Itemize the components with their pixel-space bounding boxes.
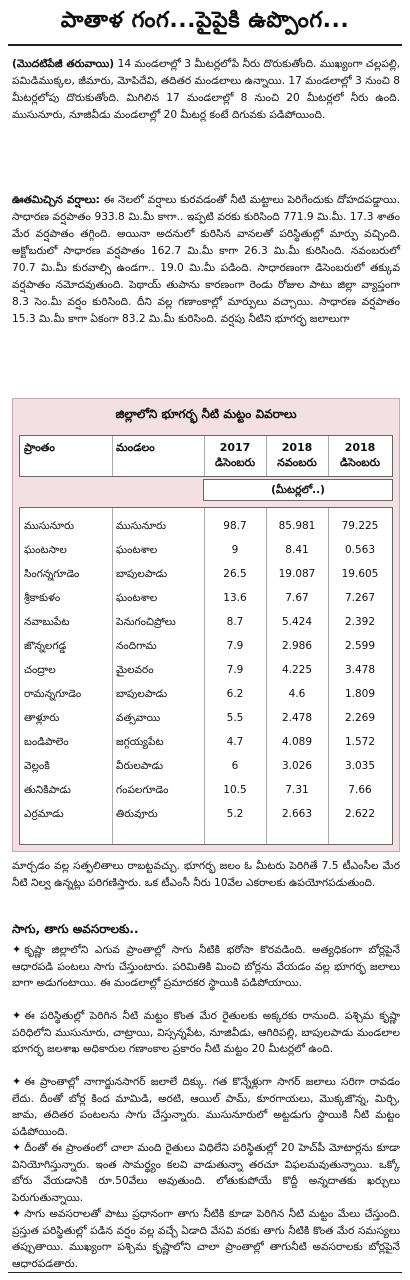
conversion-paragraph: మార్చడం వల్ల సత్ఫలితాలు రాబట్టవచ్చు. భూగర్భ జలం ఓ మీటరు పెరిగితే 7.5 టీఎంసీల మేర నీటి నిల్వ ఉన్నట్లు పరిగణిస్తారు. ఒక టీఎంసీ నీరు 10వేల ఎకరాలకు ఉపయోగపడుతుంది. [12,860,400,889]
cell-area: ఘంటసాల [24,544,67,556]
header-col2-year: 2018 [281,441,313,454]
cell-mandal: తిరువూరు [116,808,158,820]
table-row [20,636,392,656]
cell-mandal: వీరులపాడు [116,760,163,772]
cell-2018-dec: 2.599 [344,640,376,652]
header-col1-month: డిసెంబరు [214,456,256,469]
cell-mandal: మైలవరం [116,664,154,676]
cell-2017-dec: 5.5 [226,712,244,724]
header-col2 [267,440,327,470]
cell-2018-nov: 8.41 [285,544,309,556]
cell-area: చంద్రాల [24,664,56,676]
cell-2018-dec: 0.563 [344,544,376,556]
bullet-paragraph [12,1074,400,1140]
diamond-bullet-icon: ✦ [12,1075,22,1088]
header-col1-year: 2017 [219,441,251,454]
rainfall-subhead: ఊతమిచ్చిన వర్షాలు: [12,194,100,206]
table-row [20,684,392,704]
cell-2018-dec: 79.225 [341,520,379,532]
bullet-text: కృష్ణా జిల్లాలోని ఎగువ ప్రాంతాల్లో సాగు నీటికి భరోసా కొరవడింది. అత్యధికంగా బోర్లపైనే ఆధారపడి పంటలు సాగు చేస్తుంటారు. పరిమితికి మించి బోర్లను వేయడం వల్ల భూగర్భ జలాలు బాగా అడుగంటాయి. ఈ మండలాల్లో ప్రమాదకర స్థాయికి పడిపోయాయి. [12,944,400,989]
col-divider [112,436,113,476]
header-area: ప్రాంతం [24,441,55,454]
cell-2017-dec: 13.6 [223,592,247,604]
cell-2018-nov: 4.6 [288,688,306,700]
cell-2018-nov: 7.31 [285,784,309,796]
cell-mandal: నందిగామ [116,640,157,652]
header-col1 [205,440,265,470]
cell-2017-dec: 5.2 [226,808,244,820]
cell-2018-dec: 2.269 [344,712,376,724]
cell-area: సింగన్నగూడెం [24,568,80,580]
cell-2018-dec: 7.66 [348,784,372,796]
units-label: (మీటర్లలో..) [203,479,393,501]
cell-2018-dec: 3.035 [344,760,376,772]
cell-2018-dec: 3.478 [344,664,376,676]
bottom-rule [8,1272,402,1273]
header-col3-year: 2018 [344,441,376,454]
cell-2018-nov: 19.087 [278,568,316,580]
table-header-row [19,435,393,477]
bullet-paragraph [12,942,400,992]
header-col3 [329,440,391,470]
header-col2-month: నవంబరు [277,456,317,469]
cell-2017-dec: 9 [231,544,239,556]
table-row [20,588,392,608]
cell-area: వెల్లంకి [24,760,50,772]
header-col3-month: డిసెంబరు [339,456,381,469]
cell-area: బండిపాలెం [24,736,69,748]
bullet-text: ఈ ప్రాంతాల్లో నాగార్జునసాగర్ జలాలే దిక్కు. గత కొన్నేళ్లుగా సాగర్ జలాలు సరిగా రావడం లేదు. దీంతో బోర్ల కింద మామిడి, అరటి, ఆయిల్ పామ్, కూరగాయలు, మొక్కజొన్న, మిర్చి, జామ, తదితర పంటలను సాగు చేస్తున్నారు. ముసునూరులో అట్టడుగు స్థాయికి నీటి మట్టం పడిపోయింది. [12,1076,400,1138]
table-row [20,804,392,824]
cell-2017-dec: 98.7 [223,520,247,532]
cell-area: శ్రీకాకుళం [24,592,61,604]
table-body [19,507,393,845]
cell-area: ముసునూరు [24,520,74,532]
cell-area: రామన్నగూడెం [24,688,82,700]
table-row [20,660,392,680]
cell-2018-nov: 4.225 [281,664,313,676]
cell-2017-dec: 26.5 [223,568,247,580]
continuation-tag: (మొదటిపేజీ తరువాయి) [12,58,115,70]
cell-2018-nov: 7.67 [285,592,309,604]
bullet-text: ఈ పరిస్థితుల్లో పెరిగిన నీటి మట్టం కొంత మేర రైతులకు అక్కరకు రానుంది. పశ్చిమ కృష్ణా పరిధిలోని ముసునూరు, చాట్రాయి, విస్సన్నపేట, నూజివీడు, ఆగిరిపల్లి, బాపులపాడు మండలాల భూగర్భ జలశాఖ అధికారుల గణాంకాల ప్రకారం నీటి మట్టం 20 మీటర్లలో ఉంది. [12,1010,400,1055]
cell-2017-dec: 4.7 [226,736,244,748]
cell-2018-nov: 2.663 [281,808,313,820]
table-row [20,732,392,752]
section-subheading: సాగు, తాగు అవసరాలకు.. [12,922,139,936]
bullet-text: దీంతో ఈ ప్రాంతంలో చాలా మంది రైతులు విధిలేని పరిస్థితుల్లో 20 హెచ్‌పీ మోటార్లను కూడా వినియోగిస్తున్నారు. ఇంత సామర్థ్యం కలవి వాడుతున్నా తరచూ విఫలమవుతున్నాయి. ఒక్కో బోరు వేయడానికి రూ.50వేలు అవుతుంది. లోతుకుపోయే కొద్దీ అన్నదాతకు ఖర్చులు పెరుగుతున్నాయి. [12,1142,400,1204]
cell-2018-dec: 19.605 [341,568,379,580]
cell-2018-dec: 7.267 [344,592,376,604]
diamond-bullet-icon: ✦ [12,1141,22,1154]
table-title: జిల్లాలోని భూగర్భ నీటి మట్టం వివరాలు [115,407,297,421]
cell-area: ఎర్రమాడు [24,808,64,820]
intro-text: 14 మండలాల్లో 3 మీటర్లలోపే నీరు దొరుకుతోంది. ముఖ్యంగా చల్లపల్లి, పమిడిముక్కల, జీమారు, మోపిదేవి, తదితర మండలాలు ఉన్నాయి. 17 మండలాల్లో 3 నుంచి 8 మీటర్లలోపు దొరుకుతోంది. మిగిలిన 17 మండలాల్లో 8 నుంచి 20 మీటర్లలో నీరు ఉంది. ముసునూరు, నూజివీడు మండలాల్లో 20 మీటర్ల కంటే దిగువకు పడిపోయింది. [12,58,400,121]
cell-2017-dec: 8.7 [226,616,244,628]
cell-2018-nov: 3.026 [281,760,313,772]
cell-area: నవాబుపేట [24,616,70,628]
table-row [20,756,392,776]
cell-area: తునికిపాడు [24,784,71,796]
cell-2018-nov: 2.478 [281,712,313,724]
cell-2018-dec: 1.809 [344,688,376,700]
cell-2017-dec: 6 [231,760,239,772]
bullet-paragraph [12,1140,400,1206]
bullet-paragraph [12,1008,400,1058]
bullet-paragraph [12,1206,400,1272]
cell-mandal: ఘంటశాల [116,544,158,556]
cell-2018-nov: 85.981 [278,520,316,532]
headline: పాతాళ గంగ...పైపైకి ఉప్పొంగ... [60,8,350,33]
cell-2018-dec: 2.622 [344,808,376,820]
intro-paragraph [12,56,400,124]
cell-mandal: ముసునూరు [116,520,166,532]
cell-2018-dec: 1.572 [344,736,376,748]
cell-2017-dec: 6.2 [226,688,244,700]
cell-2017-dec: 7.9 [226,664,244,676]
cell-2017-dec: 10.5 [223,784,247,796]
table-row [20,516,392,536]
cell-area: జొన్నలగడ్డ [24,640,67,652]
rainfall-text: ఈ నెలలో వర్షాలు కురవడంతో నీటి మట్టాలు పెరిగేందుకు దోహదపడ్డాయి. సాధారణ వర్షపాతం 933.8 మి.మీ కాగా.. ఇప్పటి వరకు కురిసింది 771.9 మి.మీ. 17.3 శాతం మేర వర్షపాతం తగ్గింది. అయినా అదనులో కురిసిన వానలతో పరిస్థితుల్లో మార్పు వచ్చింది. అక్టోబరులో సాధారణ వర్షపాతం 162.7 మి.మీ కాగా 26.3 మి.మీ కురిసింది. నవంబరులో 70.7 మి.మీ కురవాల్సి ఉండగా.. 19.0 మి.మీ పడింది. సాధారణంగా డిసెంబరులో తక్కువ వర్షపాతం నమోదవుతుంది. పెథాయ్ తుపాను కారణంగా రెండు రోజుల పాటు జిల్లా వ్యాప్తంగా 8.3 సెం.మీ వర్షం కురిసింది. దీని వల్ల గణాంకాల్లో మార్పులు వచ్చాయి. సాధారణ వర్షపాతం 15.3 మి.మీ కాగా ఏకంగా 83.2 మి.మీ కురిసింది. వర్షపు నీటిని భూగర్భ జలాలుగా [12,194,400,325]
table-row [20,708,392,728]
bullet-text: సాగు అవసరాలతో పాటు ప్రధానంగా తాగు నీటికి కూడా పెరిగిన నీటి మట్టం మేలు చేస్తుంది. ప్రస్తుత పరిస్థితుల్లో పడిన వర్షం వల్ల వచ్చే ఏడాది వేసవి వరకు తాగు నీటికి కొంత మేర సమస్యలు తప్పుతాయి. ముఖ్యంగా పశ్చిమ కృష్ణాలోని చాలా ప్రాంతాల్లో తాగునీటి అవసరాలకు బోర్లపైనే ఆధారపడతారు. [12,1208,400,1270]
cell-mandal: వత్సవాయి [116,712,161,724]
rainfall-paragraph [12,192,400,328]
headline-rule [8,44,402,46]
table-row [20,540,392,560]
table-row [20,564,392,584]
cell-2018-nov: 4.089 [281,736,313,748]
cell-mandal: గంపలగూడెం [116,784,169,796]
diamond-bullet-icon: ✦ [12,943,22,956]
header-mandal: మండలం [116,441,155,454]
cell-2017-dec: 7.9 [226,640,244,652]
cell-mandal: పెనుగంచిప్రోలు [116,616,176,628]
table-row [20,780,392,800]
diamond-bullet-icon: ✦ [12,1009,22,1022]
groundwater-table [12,398,400,852]
cell-mandal: జగ్గయ్యపేట [116,736,164,748]
cell-mandal: ఘంటశాల [116,592,158,604]
table-row [20,612,392,632]
cell-2018-nov: 5.424 [281,616,313,628]
cell-area: తాళ్లూరు [24,712,60,724]
cell-2018-dec: 2.392 [344,616,376,628]
cell-2018-nov: 2.986 [281,640,313,652]
cell-mandal: బాపులపాడు [116,688,168,700]
diamond-bullet-icon: ✦ [12,1207,22,1220]
cell-mandal: బాపులపాడు [116,568,168,580]
